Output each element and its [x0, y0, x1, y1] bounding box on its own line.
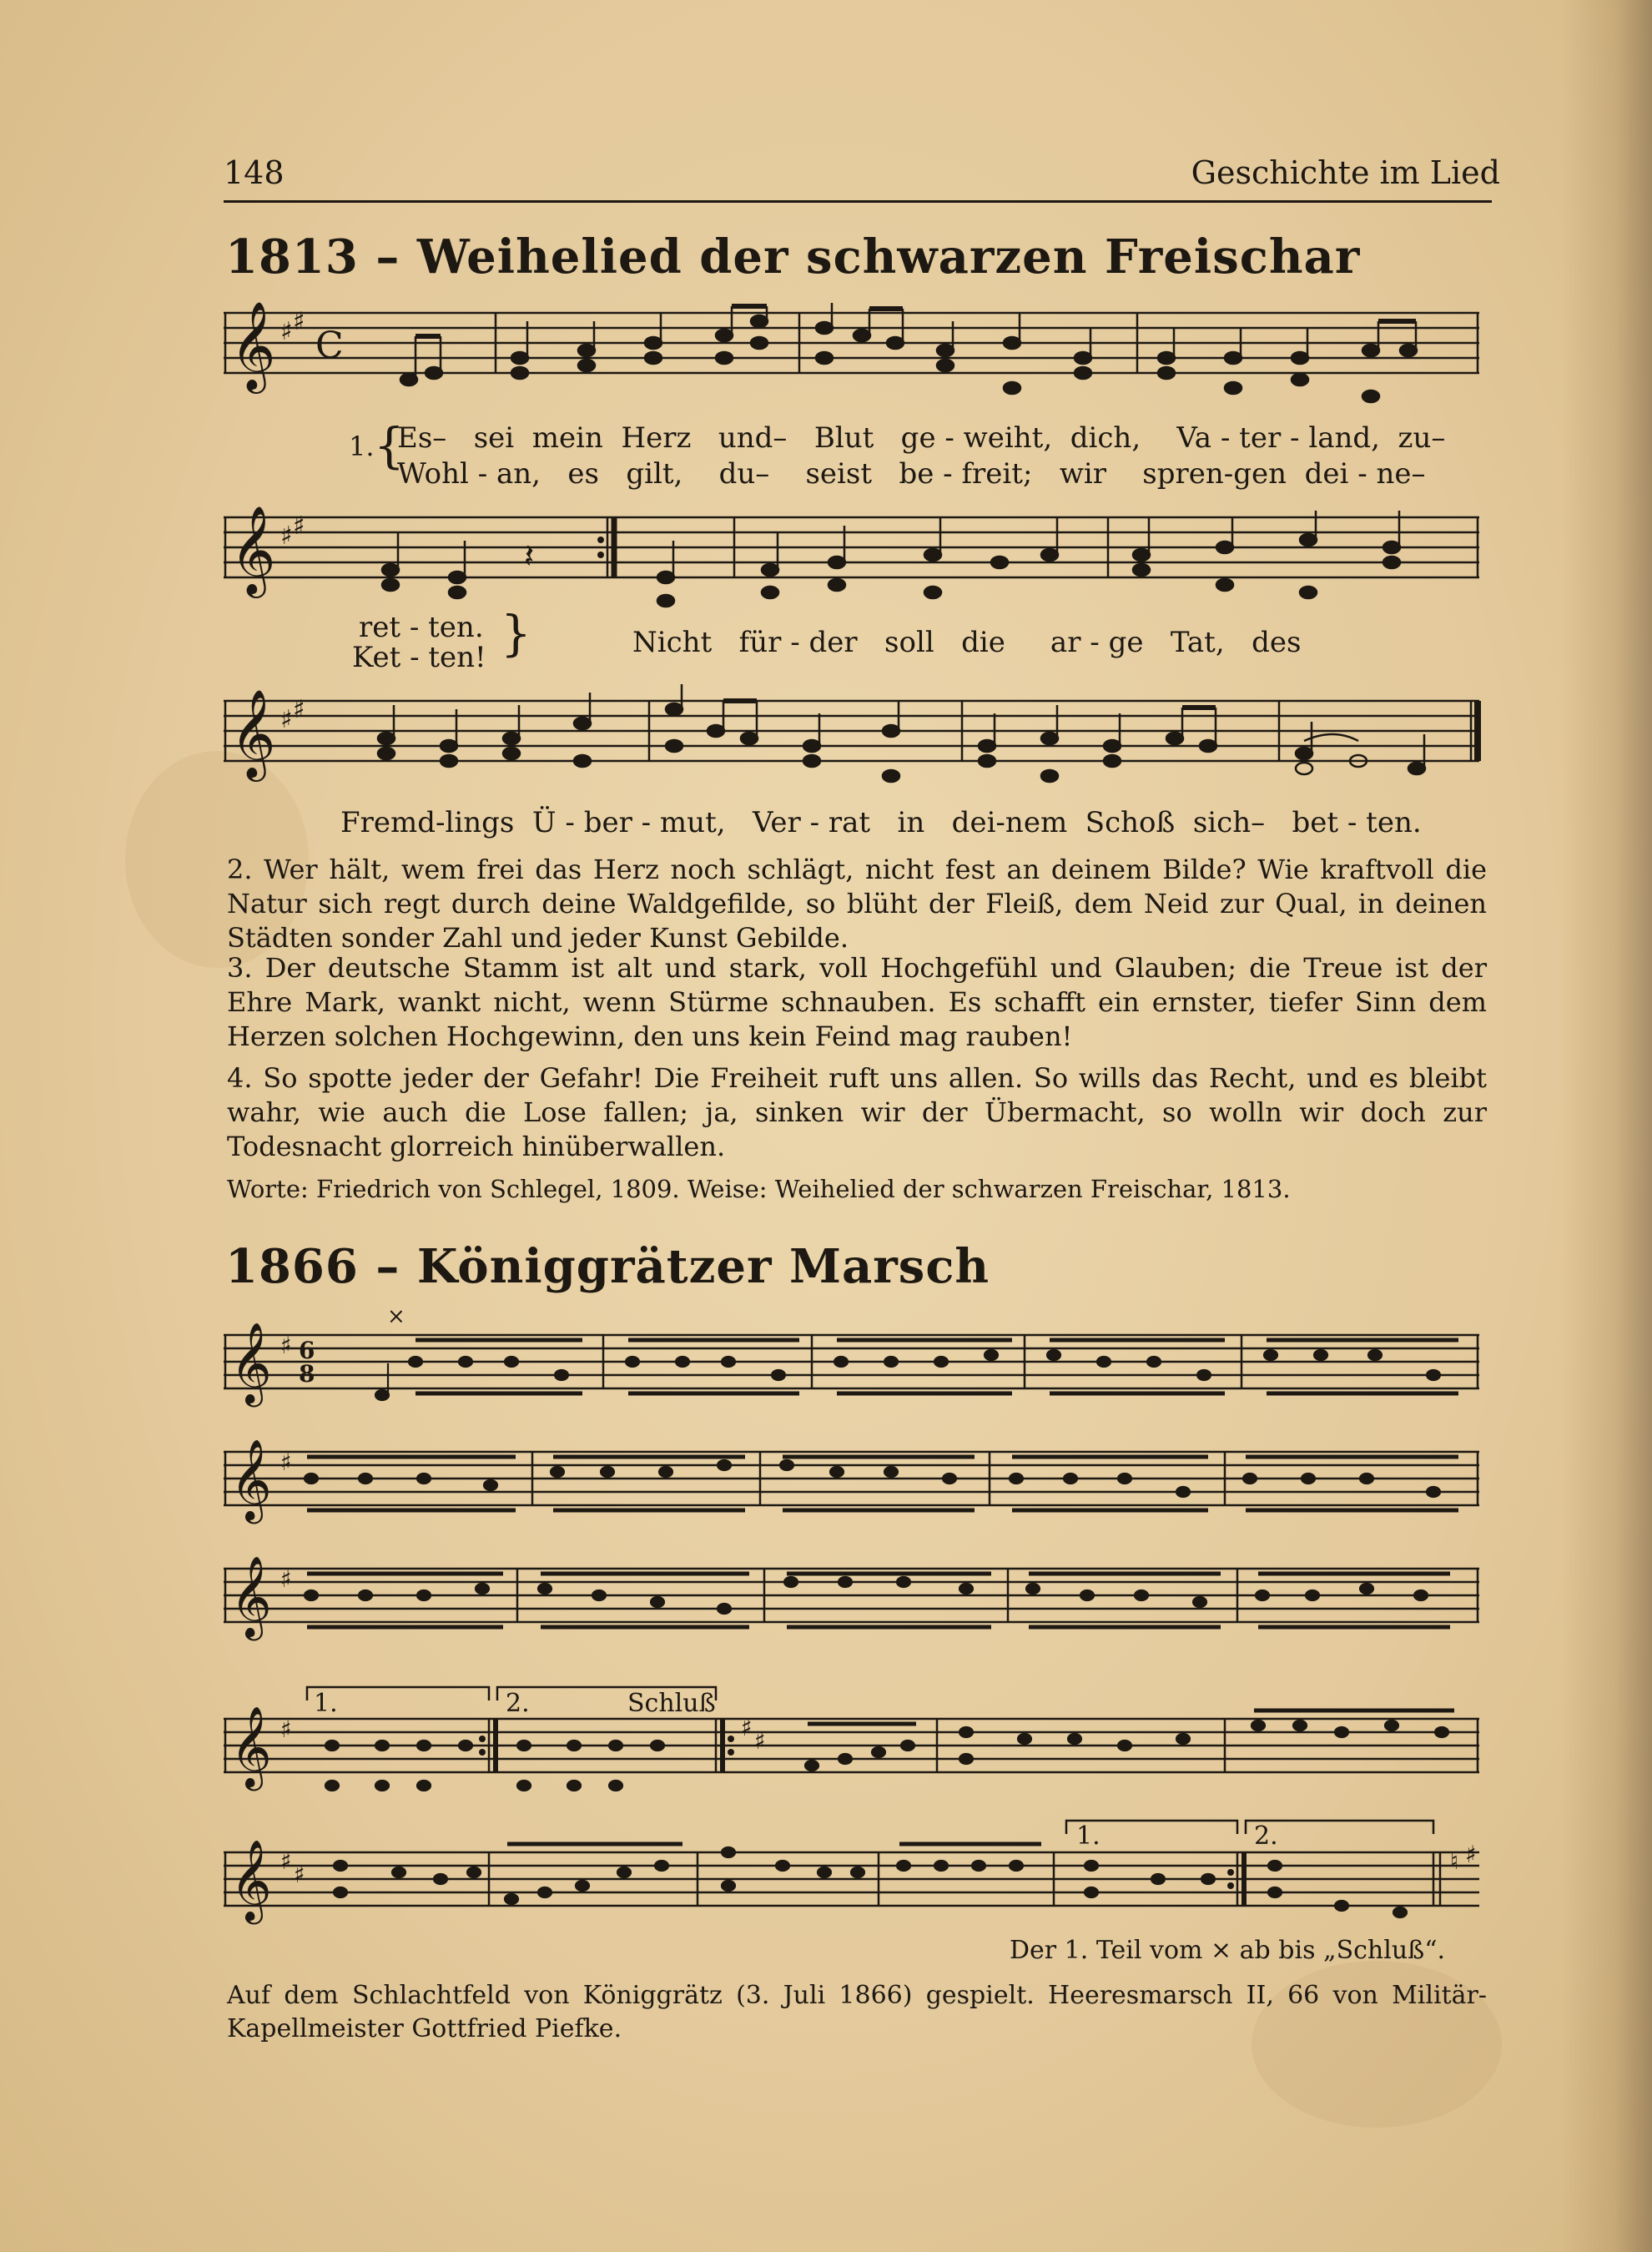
song1-staff-1-notation	[224, 288, 1483, 413]
song1-end-brace: }	[501, 605, 531, 662]
song2-staff-4	[224, 1677, 1483, 1802]
header-rule	[224, 200, 1492, 203]
svg-text:♯: ♯	[280, 1565, 292, 1593]
song1-credits: Worte: Friedrich von Schlegel, 1809. Weise: Weihelied der schwarzen Freischar, 1813.	[227, 1175, 1291, 1203]
song2-staff-2-notation	[224, 1427, 1483, 1544]
song1-staff-3-notation	[224, 676, 1483, 801]
song1-verse-3: 3. Der deutsche Stamm ist alt und stark, voll Hochgefühl und Glauben; die Treue ist der Ehre Mark, wankt nicht, wenn Stürme schnauben. Es schafft ein ernster, tiefer Sinn dem Herzen solchen Hochgewinn, den uns kein Feind mag rauben!	[227, 952, 1487, 1052]
song1-lyrics-line1b: Wohl - an, es gilt, du– seist be - freit; wir spren-gen dei - ne–	[397, 457, 1426, 491]
song1-staff-3	[224, 676, 1483, 801]
running-head: Geschichte im Lied	[1191, 154, 1500, 191]
svg-text:♯: ♯	[293, 511, 305, 541]
song1-verse-brace: {	[374, 417, 405, 474]
svg-text:♯: ♯	[280, 705, 293, 734]
book-spine-shadow	[1560, 0, 1652, 2252]
svg-text:𝄞: 𝄞	[230, 1555, 272, 1637]
song2-credits: Auf dem Schlachtfeld von Königgrätz (3. Juli 1866) gespielt. Heeresmarsch II, 66 von Militär-Kapellmeister Gottfried Piefke.	[227, 1981, 1487, 2043]
song1-verse-2: 2. Wer hält, wem frei das Herz noch schlägt, nicht fest an deinem Bilde? Wie kraftvoll die Natur sich regt durch deine Waldgefilde, so blüht der Fleiß, dem Neid zur Qual, in deinen Städten sonder Zahl und jeder Kunst Gebilde.	[227, 854, 1487, 954]
svg-text:𝄞: 𝄞	[230, 1705, 272, 1787]
song1-lyrics-line2c: Nicht für - der soll die ar - ge Tat, des	[632, 626, 1302, 659]
song2-ending-1-label: 1.	[314, 1689, 338, 1718]
svg-text:𝄽: 𝄽	[524, 537, 535, 576]
svg-text:♯: ♯	[280, 1715, 292, 1743]
svg-text:𝄞: 𝄞	[230, 688, 276, 778]
song2-staff-4-notation	[224, 1677, 1483, 1802]
svg-text:♯: ♯	[293, 307, 305, 336]
song1-title: 1813 – Weihelied der schwarzen Freischar	[225, 229, 1361, 285]
song1-staff-2-notation	[224, 492, 1483, 617]
song2-staff-3-notation	[224, 1544, 1483, 1660]
svg-text:♯: ♯	[280, 317, 293, 346]
song1-staff-2	[224, 492, 1483, 617]
song1-verse-4: 4. So spotte jeder der Gefahr! Die Freiheit ruft uns allen. So wills das Recht, und es bleibt wahr, wie auch die Lose fallen; ja, sinken wir der Übermacht, so wolln wir doch zur Todesnacht glorreich hinüberwallen.	[227, 1062, 1487, 1162]
page-header	[224, 154, 1500, 204]
song2-title: 1866 – Königgrätzer Marsch	[225, 1239, 990, 1294]
song2-ending-2b-label: 2.	[1254, 1821, 1278, 1851]
svg-text:×: ×	[387, 1310, 405, 1329]
page-number: 148	[224, 154, 285, 191]
svg-text:𝄞: 𝄞	[230, 1438, 272, 1520]
song2-staff-5	[224, 1811, 1483, 1936]
svg-text:♯: ♯	[280, 1448, 292, 1476]
svg-text:♯: ♯	[280, 1847, 292, 1875]
svg-text:8: 8	[299, 1360, 315, 1388]
song1-staff-1	[224, 288, 1483, 413]
song2-staff-3	[224, 1544, 1483, 1660]
svg-text:𝄞: 𝄞	[230, 505, 276, 594]
svg-text:♯: ♯	[1465, 1841, 1477, 1868]
svg-text:♯: ♯	[741, 1714, 753, 1741]
song2-ending-1b-label: 1.	[1076, 1821, 1100, 1851]
song1-verse-number: 1.	[349, 431, 375, 462]
song2-staff-1-notation	[224, 1310, 1483, 1427]
svg-text:C: C	[315, 325, 344, 367]
svg-text:𝄞: 𝄞	[230, 1322, 272, 1403]
svg-text:𝄞: 𝄞	[230, 1839, 272, 1921]
song1-lyrics-line1a: Es– sei mein Herz und– Blut ge - weiht, dich, Va - ter - land, zu–	[397, 421, 1446, 455]
song2-staff-5-notation	[224, 1811, 1483, 1936]
song2-staff-1	[224, 1310, 1483, 1427]
svg-text:♯: ♯	[293, 695, 305, 724]
song1-lyrics-line3: Fremd-lings Ü - ber - mut, Ver - rat in dei-nem Schoß sich– bet - ten.	[340, 806, 1422, 839]
svg-text:6: 6	[299, 1337, 315, 1364]
song2-schluss-label: Schluß	[627, 1689, 716, 1718]
song1-lyrics-line2b: Ket - ten!	[352, 641, 486, 674]
song1-lyrics-line2a: ret - ten.	[359, 611, 484, 644]
svg-text:♯: ♯	[754, 1727, 766, 1755]
svg-text:♮: ♮	[1450, 1847, 1459, 1875]
svg-text:♯: ♯	[280, 1332, 292, 1359]
svg-text:♯: ♯	[280, 521, 293, 551]
song2-staff-2	[224, 1427, 1483, 1544]
svg-text:𝄞: 𝄞	[230, 300, 276, 390]
svg-text:♯: ♯	[294, 1861, 305, 1888]
song2-repeat-note: Der 1. Teil vom × ab bis „Schluß“.	[1010, 1936, 1446, 1965]
song2-ending-2-label: 2.	[506, 1689, 530, 1718]
